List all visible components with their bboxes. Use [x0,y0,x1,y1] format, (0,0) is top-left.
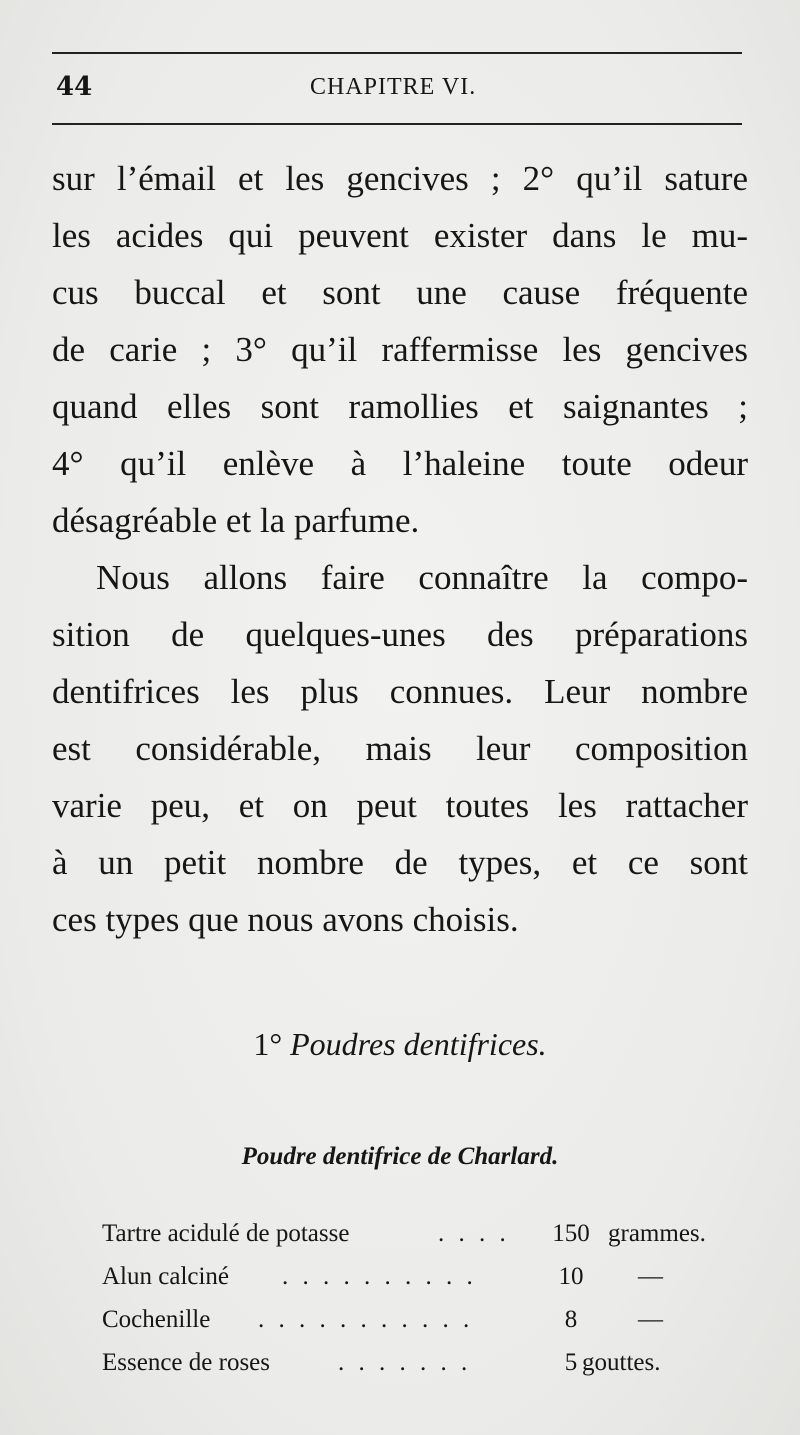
text-line: sition de quelques-unes des préparations [52,615,748,654]
text-line: 4° qu’il enlève à l’haleine toute odeur [52,444,748,483]
ingredient-unit: — [638,1263,663,1290]
dot-leader: . . . . . . . . . . [282,1263,477,1290]
text-line: ces types que nous avons choisis. [52,900,519,939]
dot-leader: . . . . [438,1220,510,1247]
text-line: Nous allons faire connaître la compo- [96,558,748,597]
text-line: désagréable et la parfume. [52,501,420,540]
dot-leader: . . . . . . . . . . . [258,1306,474,1333]
ingredient-row [102,1212,742,1255]
dot-leader: . . . . . . . [338,1349,472,1376]
ingredient-unit: — [638,1306,663,1333]
section-title: Poudres dentifrices. [290,1026,547,1062]
ingredient-quantity: 150 [552,1220,590,1247]
ingredient-list [102,1212,742,1384]
header-rule-top [52,52,742,54]
ingredient-name: Cochenille [102,1306,211,1333]
ingredient-name: Alun calciné [102,1263,230,1290]
section-number: 1° [253,1026,283,1062]
ingredient-unit: gouttes. [582,1349,661,1376]
text-line: varie peu, et on peut toutes les rattacher [52,786,748,825]
ingredient-row [102,1255,742,1298]
ingredient-name: Tartre acidulé de potasse [102,1220,350,1247]
header-rule-bottom [52,123,742,125]
ingredient-row [102,1298,742,1341]
text-line: dentifrices les plus connues. Leur nombre [52,672,748,711]
text-line: quand elles sont ramollies et saignantes ; [52,387,748,426]
ingredient-unit: grammes. [608,1220,706,1247]
text-line: de carie ; 3° qu’il raffermisse les gencives [52,330,748,369]
text-line: à un petit nombre de types, et ce sont [52,843,748,882]
ingredient-quantity: 10 [558,1263,584,1290]
page-number: 44 [56,72,93,102]
running-head: CHAPITRE VI. [310,74,477,100]
text-line: sur l’émail et les gencives ; 2° qu’il sature [52,159,748,198]
section-heading [0,1026,800,1063]
ingredient-quantity: 5 [564,1349,578,1376]
text-line: est considérable, mais leur composition [52,729,748,768]
recipe-title: Poudre dentifrice de Charlard. [241,1143,559,1170]
text-line: les acides qui peuvent exister dans le mu- [52,216,748,255]
body-text [52,150,748,948]
ingredient-quantity: 8 [564,1306,578,1333]
text-line: cus buccal et sont une cause fréquente [52,273,748,312]
ingredient-row [102,1341,742,1384]
ingredient-name: Essence de roses [102,1349,270,1376]
